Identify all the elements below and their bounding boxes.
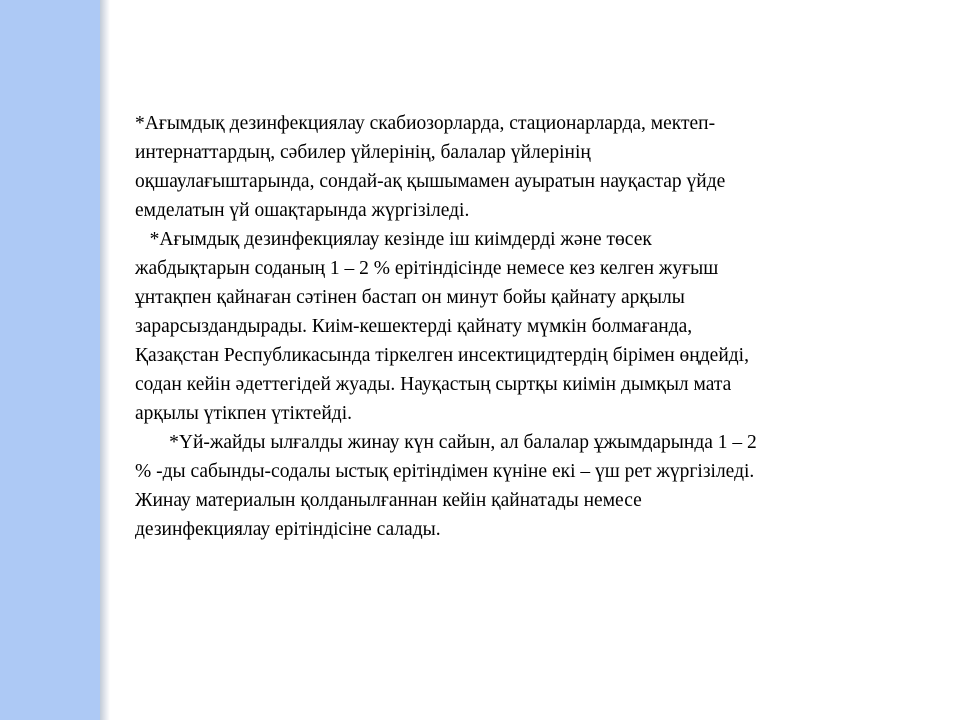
left-bar-shadow [100,0,110,720]
text-line: дезинфекциялау ерітіндісіне салады. [135,519,441,540]
text-line: зарарсыздандырады. Киім-кешектерді қайнату мүмкін болмағанда, [135,316,693,337]
text-line: ұнтақпен қайнаған сәтінен бастап он минут бойы қайнату арқылы [135,287,685,308]
text-line: оқшаулағыштарында, сондай-ақ қышымамен ауыратын науқастар үйде [135,171,726,192]
text-line: Жинау материалын қолданылғаннан кейін қайнатады немесе [135,490,642,511]
text-line: емделатын үй ошақтарында жүргізіледі. [135,200,470,221]
text-line: *Үй-жайды ылғалды жинау күн сайын, ал балалар ұжымдарында 1 – 2 [135,432,757,453]
text-line: содан кейін әдеттегідей жуады. Науқастың сыртқы киімін дымқыл мата [135,374,732,395]
slide-body-text [135,109,905,544]
text-line: Қазақстан Республикасында тіркелген инсектицидтердің бірімен өңдейді, [135,345,749,366]
text-line: жабдықтарын соданың 1 – 2 % ерітіндісінде немесе кез келген жуғыш [135,258,719,279]
text-line: % -ды сабынды-содалы ыстық ерітіндімен күніне екі – үш рет жүргізіледі. [135,461,755,482]
text-line: *Ағымдық дезинфекциялау кезінде іш киімдерді және төсек [135,229,652,250]
left-decorative-bar [0,0,100,720]
text-line: интернаттардың, сәбилер үйлерінің, балалар үйлерінің [135,142,591,163]
text-line: *Ағымдық дезинфекциялау скабиозорларда, стационарларда, мектеп- [135,113,716,134]
text-line: арқылы үтікпен үтіктейді. [135,403,352,424]
